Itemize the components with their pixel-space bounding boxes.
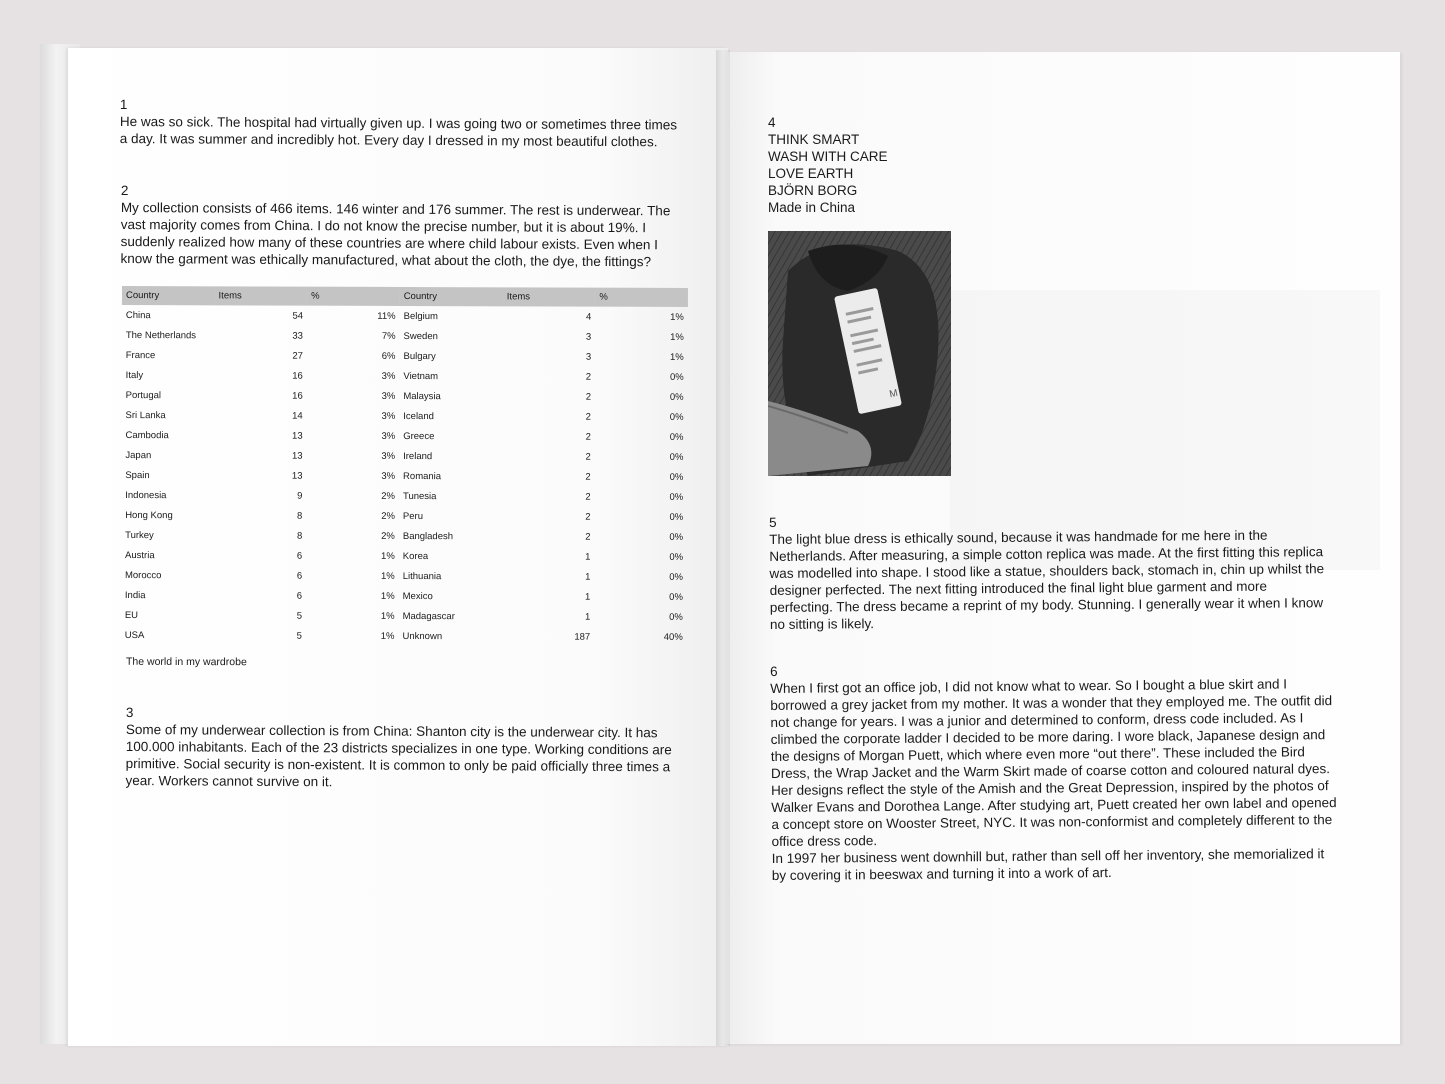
section-text: The light blue dress is ethically sound, because it was handmade for me here in the Netherlands. After measuring, a simple cotton replica was made. At the first fitting this replica was modelled into shape. I stood like a statue, shoulders back, stomach in, chin up whilst the designer perfected. The next fitting introduced the final light blue garment and more perfecting. The dress became a reprint of my body. Stunning. I generally wear it when I know no sitting is likely. [769,527,1325,632]
table-cell: Morocco [124,569,162,581]
section-4 [768,114,1068,216]
table-cell: 16 [292,390,303,402]
section-text: Some of my underwear collection is from China: Shanton city is the underwear city. It has 100.000 inhabitants. Each of the 23 districts specializes in one type. Working conditions are primitive. Social security is non-existent. It is common to only be paid officially three times a year. Workers cannot survive on it. [125,721,672,790]
table-body [121,305,688,647]
table-cell: 3 [585,351,592,363]
section-2 [120,182,687,270]
table-cell: 6 [296,590,303,602]
table-cell: Hong Kong [125,509,173,521]
table-cell: Cambodia [125,429,169,441]
table-cell: 1% [380,630,395,642]
table-cell: 8 [296,530,303,542]
table-cell: 0% [669,531,684,543]
table-cell: 6% [381,350,396,362]
table-cell: 54 [292,310,304,322]
table-cell: Tunesia [402,490,437,502]
label-line: Made in China [768,200,856,215]
table-cell: 3% [381,470,396,482]
table-row [121,465,687,487]
table-cell: 1% [380,590,395,602]
table-cell: 0% [669,511,684,523]
table-cell: Malaysia [403,390,441,402]
table-cell: EU [124,609,139,621]
table-cell: 2 [585,431,591,443]
table-cell: 3 [585,331,592,343]
table-cell: 2 [585,491,591,503]
section-number: 4 [768,115,776,130]
table-cell: Unknown [402,630,443,642]
table-cell: 2 [585,371,592,383]
garment-photo-svg [768,231,951,476]
table-cell: Sri Lanka [125,409,166,421]
table-cell: Portugal [125,389,162,401]
wardrobe-table [121,286,688,647]
table-cell: 3% [381,410,396,422]
table-cell: 0% [669,391,684,403]
section-6 [770,658,1338,884]
table-cell: 2% [381,490,396,502]
section-text: My collection consists of 466 items. 146 winter and 176 summer. The rest is underwear. The vast majority comes from China. I do not know the precise number, but it is about 19%. I suddenly realized how many of these countries are where child labour exists. Even when I know the garment was ethically manufactured, what about the cloth, the dye, the fittings? [120,199,671,270]
table-cell: 16 [292,370,303,382]
table-cell: Italy [125,369,144,381]
table-cell: 1 [584,611,591,623]
table-row [122,405,688,427]
table-cell: 13 [292,430,303,442]
table-cell: 2 [585,411,591,423]
table-cell: 33 [292,330,304,342]
table-cell: 8 [297,510,303,522]
table-cell: USA [124,629,145,641]
table-row [122,365,688,387]
table-cell: France [125,349,156,361]
label-line: THINK SMART [768,132,860,147]
section-number: 6 [770,663,778,679]
table-cell: 1% [380,570,395,582]
column-header: Items [503,287,596,306]
table-cell: 6 [296,550,303,562]
table-cell: 0% [669,611,683,623]
table-cell: 13 [291,450,303,462]
table-cell: The Netherlands [125,329,197,341]
table-cell: 1% [381,550,395,562]
table-cell: 2 [585,451,591,463]
table-cell: Vietnam [403,370,439,382]
table-row [121,525,687,547]
table-cell: 9 [297,490,303,502]
table-row [121,605,687,627]
column-header: % [307,287,400,306]
table-row [121,625,687,647]
table-cell: 2 [585,531,591,543]
label-line: WASH WITH CARE [768,149,888,164]
label-line: LOVE EARTH [768,166,854,181]
label-size-text: M [888,387,899,401]
table-cell: 1% [670,331,684,343]
table-cell: 0% [669,371,684,383]
table-cell: 1% [670,311,684,323]
table-row [121,565,687,587]
section-number: 2 [120,182,129,199]
table-cell: 0% [669,471,684,483]
table-cell: 0% [669,431,684,443]
table-cell: 1 [585,591,591,603]
section-text-continued: In 1997 her business went downhill but, rather than sell off her inventory, she memorialized it by covering it in beeswax and turning it into a work of art. [771,846,1325,883]
label-line: BJÖRN BORG [768,183,858,198]
section-number: 1 [119,96,128,113]
table-cell: Austria [125,549,155,561]
table-cell: 11% [377,310,396,322]
table-row [121,425,687,447]
table-cell: 0% [669,591,683,603]
table-cell: Madagascar [402,610,455,622]
garment-label-photo [768,231,951,476]
table-cell: 3% [381,430,396,442]
section-number: 5 [769,514,777,530]
table-cell: China [125,309,151,321]
table-cell: 1 [585,571,591,583]
table-cell: 6 [296,570,303,582]
table-cell: 40% [663,631,683,643]
table-row [121,445,687,467]
table-cell: 0% [669,491,684,503]
table-cell: 0% [669,411,684,423]
table-cell: Greece [403,430,435,442]
table-cell: 0% [669,571,684,583]
table-cell: Belgium [403,310,438,322]
wardrobe-table-wrap [121,286,688,647]
column-header: Country [122,286,215,305]
table-cell: Ireland [403,450,433,462]
table-cell: 2% [381,510,395,522]
table-cell: 3% [381,390,396,402]
table-row [122,305,688,327]
table-cell: 3% [381,370,396,382]
table-cell: Bulgary [403,350,436,362]
table-cell: Korea [402,550,429,562]
table-cell: 2% [381,530,395,542]
table-cell: Turkey [125,529,154,541]
table-cell: Sweden [403,330,438,342]
table-cell: 1 [585,551,591,563]
table-row [121,485,687,507]
book-gutter [716,50,730,1046]
table-cell: Bangladesh [402,530,454,542]
table-cell: 4 [585,311,592,323]
table-cell: Iceland [403,410,434,422]
table-cell: Peru [402,510,424,522]
table-row [122,325,688,347]
section-number: 3 [125,705,134,721]
table-cell: 0% [669,451,684,463]
table-cell: 1% [380,610,395,622]
table-cell: Spain [125,469,150,481]
table-cell: 13 [291,470,303,482]
table-cell: 14 [292,410,303,422]
table-cell: Mexico [402,590,433,602]
table-row [121,505,687,527]
table-cell: 2 [585,391,592,403]
column-header: Items [215,286,308,305]
table-cell: 5 [296,630,302,642]
table-cell: 7% [381,330,396,342]
section-1 [120,96,688,150]
table-row [122,345,688,367]
column-header: Country [400,287,503,306]
table-cell: Lithuania [402,570,442,582]
section-text: He was so sick. The hospital had virtually given up. I was going two or sometimes three times a day. It was summer and incredibly hot. Every day I dressed in my most beautiful clothes. [119,113,678,150]
table-cell: 5 [296,610,303,622]
table-row [121,585,687,607]
table-cell: 27 [292,350,303,362]
table-cell: India [124,589,146,601]
table-cell: 1% [670,351,684,363]
section-3 [125,704,680,792]
table-header-row [122,286,688,307]
table-caption: The world in my wardrobe [125,655,247,669]
column-header: % [595,288,688,307]
table-cell: 0% [669,551,684,563]
table-cell: 187 [574,631,591,643]
table-cell: 3% [381,450,396,462]
table-row [122,385,688,407]
table-cell: Japan [125,449,152,461]
table-row [121,545,687,567]
section-5 [769,509,1330,633]
table-cell: 2 [585,471,591,483]
table-cell: Romania [403,470,442,482]
section-text: When I first got an office job, I did not know what to wear. So I bought a blue skirt and I borrowed a grey jacket from my mother. It was a wonder that they employed me. The outfit did not change for years. I was a junior and determined to conform, dress code included. As I climbed the corporate ladder I decided to be more daring. I wore black, Japanese design and the designs of Morgan Puett, which where even more “out there”. These included the Bird Dress, the Wrap Jacket and the Warm Skirt made of coarse cotton and coloured natural dyes. Her designs reflect the style of the Amish and the Great Depression, inspired by the photos of Walker Evans and Dorothea Lange. After studying art, Puett created her own label and opened a concept store on Wooster Street, NYC. It was non-conformist and completely different to the office dress code. [770,676,1337,849]
table-cell: 2 [585,511,591,523]
table-cell: Indonesia [125,489,167,501]
